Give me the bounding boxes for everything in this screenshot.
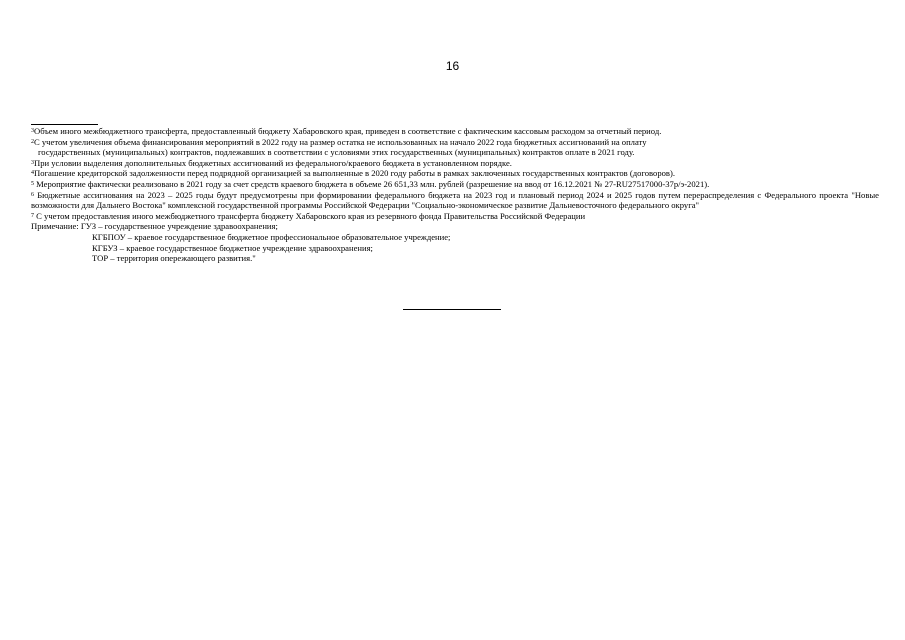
footnote-mark: 3 [31,128,34,134]
footnote-text: При условии выделения дополнительных бюджетных ассигнований из федерального/краевого бюджета в установленном порядке. [34,157,512,168]
footnote-7 [31,211,879,222]
footnote-mark: 3 [31,159,34,166]
footnotes-block [31,126,879,264]
footnote-mark: 6 [31,191,34,198]
footnote-1 [31,126,879,137]
footnote-text: С учетом предоставления иного межбюджетного трансферта бюджету Хабаровского края из резервного фонда Правительства Российской Федерации [34,210,586,221]
footnote-2 [31,137,879,158]
note-item: КГБПОУ – краевое государственное бюджетное профессиональное образовательное учреждение; [92,231,451,242]
page-number: 16 [445,59,460,73]
note-item: ТОР – территория опережающего развития." [92,253,256,264]
footnote-text-continuation: государственных (муниципальных) контрактов, подлежавших в соответствии с условиями этих государственных (муниципальных) контрактов оплате в 2021 году. [38,147,635,158]
footnote-mark: 2 [31,138,34,145]
footnote-text: С учетом увеличения объема финансирования мероприятий в 2022 году на размер остатка не использованных на начало 2022 года бюджетных ассигнований на оплату [34,136,647,147]
footnote-mark: 7 [31,212,34,219]
footnote-4 [31,168,879,179]
footnote-mark: 5 [31,180,34,187]
footnote-text: Бюджетные ассигнования на 2023 – 2025 годы будут предусмотрены при формировании федерального бюджета на 2023 год и плановый период 2024 и 2025 годов путем перераспределения с Федерального проекта "Новые возможности для Дальнего Востока" комплексной государственной программы Российской Федерации "Социально-экономическое развитие Дальневосточного федерального округа" [31,189,879,211]
note-item: КГБУЗ – краевое государственное бюджетное учреждение здравоохранения; [92,242,373,253]
footnote-text: Мероприятие фактически реализовано в 2021 году за счет средств краевого бюджета в объеме 26 651,33 млн. рублей (разрешение на ввод от 16.12.2021 № 27-RU27517000-37р/э-2021). [34,178,710,189]
footnote-text: Объем иного межбюджетного трансферта, предоставленный бюджету Хабаровского края, приведен в соответствие с фактическим кассовым расходом за отчетный период. [34,126,662,136]
footnote-6 [31,190,879,211]
footnote-mark: 4 [31,170,34,177]
footnote-text: Погашение кредиторской задолженности перед подрядной организацией за выполненные в 2020 году работы в рамках заключенных государственных контрактов (договоров). [34,168,675,179]
footnote-5 [31,179,879,190]
footnote-separator-line [31,124,98,125]
note-title: Примечание: ГУЗ – государственное учреждение здравоохранения; [31,221,278,232]
footnote-3 [31,158,879,169]
end-of-section-line [403,309,501,310]
